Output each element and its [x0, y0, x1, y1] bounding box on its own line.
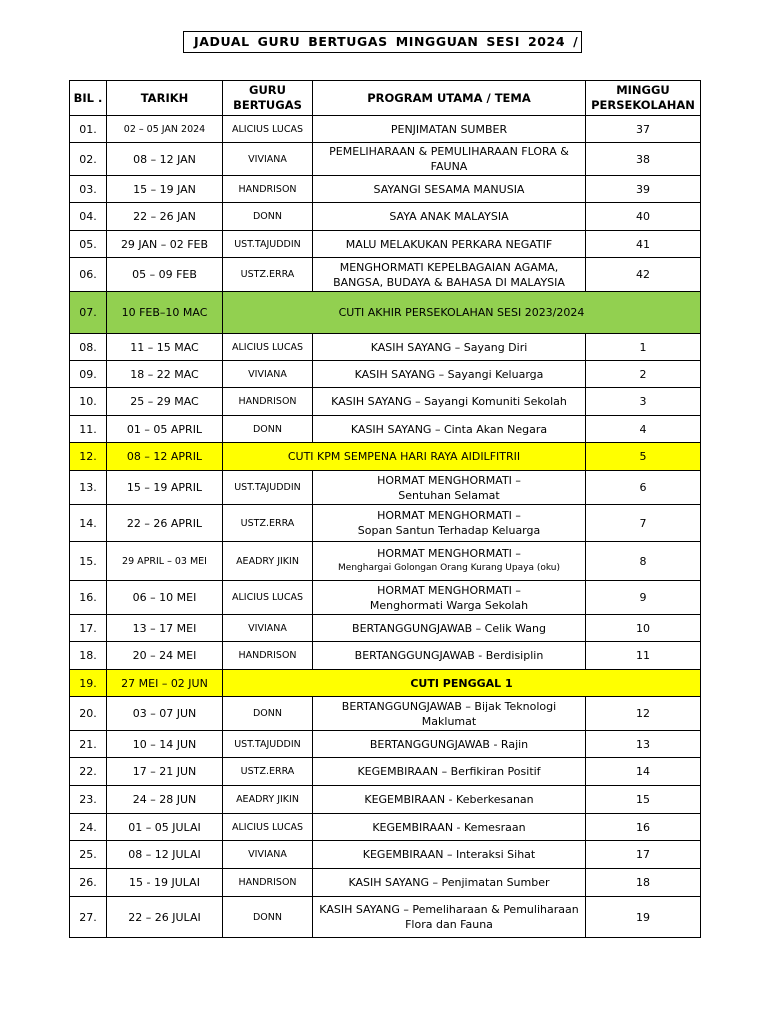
holiday-cell: CUTI PENGGAL 1: [223, 670, 701, 697]
program-cell: PENJIMATAN SUMBER: [313, 116, 586, 143]
guru-bertugas-cell: UST.TAJUDDIN: [223, 731, 313, 758]
bil-cell: 11.: [70, 416, 107, 443]
program-cell: BERTANGGUNGJAWAB – Bijak Teknologi Maklumat: [313, 697, 586, 731]
program-cell: [313, 471, 586, 505]
table-row: [70, 143, 701, 176]
bil-cell: 06.: [70, 258, 107, 292]
minggu-cell: 19: [586, 897, 701, 938]
bil-cell: 17.: [70, 615, 107, 642]
bil-cell: 21.: [70, 731, 107, 758]
program-title: HORMAT MENGHORMATI –: [377, 509, 521, 522]
bil-cell: 20.: [70, 697, 107, 731]
bil-cell: 22.: [70, 758, 107, 786]
program-cell: KEGEMBIRAAN - Keberkesanan: [313, 786, 586, 814]
minggu-cell: 12: [586, 697, 701, 731]
tarikh-cell: 11 – 15 MAC: [107, 334, 223, 361]
bil-cell: 09.: [70, 361, 107, 388]
duty-schedule-table: [69, 80, 701, 938]
program-subtitle: Sentuhan Selamat: [398, 488, 500, 502]
header-program: PROGRAM UTAMA / TEMA: [313, 81, 586, 116]
header-tarikh: TARIKH: [107, 81, 223, 116]
program-cell: BERTANGGUNGJAWAB - Rajin: [313, 731, 586, 758]
minggu-cell: 16: [586, 814, 701, 841]
minggu-cell: 9: [586, 581, 701, 615]
guru-bertugas-cell: VIVIANA: [223, 615, 313, 642]
program-cell: KASIH SAYANG – Pemeliharaan & Pemuliharaan Flora dan Fauna: [313, 897, 586, 938]
minggu-cell: 7: [586, 505, 701, 542]
program-cell: KEGEMBIRAAN – Berfikiran Positif: [313, 758, 586, 786]
guru-bertugas-cell: USTZ.ERRA: [223, 505, 313, 542]
guru-bertugas-cell: AEADRY JIKIN: [223, 542, 313, 581]
tarikh-cell: 15 – 19 JAN: [107, 176, 223, 203]
minggu-cell: 14: [586, 758, 701, 786]
bil-cell: 24.: [70, 814, 107, 841]
table-row: [70, 731, 701, 758]
table-row: [70, 116, 701, 143]
tarikh-cell: 13 – 17 MEI: [107, 615, 223, 642]
bil-cell: 13.: [70, 471, 107, 505]
tarikh-cell: 05 – 09 FEB: [107, 258, 223, 292]
program-cell: [313, 581, 586, 615]
tarikh-cell: 17 – 21 JUN: [107, 758, 223, 786]
program-cell: SAYANGI SESAMA MANUSIA: [313, 176, 586, 203]
guru-bertugas-cell: HANDRISON: [223, 642, 313, 670]
minggu-cell: 3: [586, 388, 701, 416]
bil-cell: 16.: [70, 581, 107, 615]
minggu-cell: 17: [586, 841, 701, 869]
table-row: [70, 334, 701, 361]
guru-bertugas-cell: ALICIUS LUCAS: [223, 116, 313, 143]
tarikh-cell: 22 – 26 APRIL: [107, 505, 223, 542]
guru-bertugas-cell: DONN: [223, 697, 313, 731]
tarikh-cell: 01 – 05 JULAI: [107, 814, 223, 841]
tarikh-cell: 10 – 14 JUN: [107, 731, 223, 758]
guru-bertugas-cell: UST.TAJUDDIN: [223, 471, 313, 505]
tarikh-cell: 03 – 07 JUN: [107, 697, 223, 731]
program-cell: KASIH SAYANG – Sayang Diri: [313, 334, 586, 361]
guru-bertugas-cell: DONN: [223, 203, 313, 231]
program-title: HORMAT MENGHORMATI –: [377, 473, 521, 487]
minggu-cell: 5: [586, 443, 701, 471]
bil-cell: 23.: [70, 786, 107, 814]
guru-bertugas-cell: USTZ.ERRA: [223, 258, 313, 292]
program-subtitle: Menghormati Warga Sekolah: [369, 598, 529, 612]
minggu-cell: 2: [586, 361, 701, 388]
guru-bertugas-cell: HANDRISON: [223, 869, 313, 897]
guru-bertugas-cell: VIVIANA: [223, 361, 313, 388]
tarikh-cell: 08 – 12 APRIL: [107, 443, 223, 471]
guru-bertugas-cell: ALICIUS LUCAS: [223, 581, 313, 615]
tarikh-cell: 25 – 29 MAC: [107, 388, 223, 416]
holiday-cell: CUTI KPM SEMPENA HARI RAYA AIDILFITRII: [223, 443, 586, 471]
minggu-cell: 15: [586, 786, 701, 814]
table-row: [70, 642, 701, 670]
guru-bertugas-cell: USTZ.ERRA: [223, 758, 313, 786]
program-cell: [313, 505, 586, 542]
bil-cell: 01.: [70, 116, 107, 143]
minggu-cell: 8: [586, 542, 701, 581]
bil-cell: 26.: [70, 869, 107, 897]
table-row: [70, 176, 701, 203]
tarikh-cell: 10 FEB–10 MAC: [107, 292, 223, 334]
table-row: [70, 361, 701, 388]
bil-cell: 15.: [70, 542, 107, 581]
table-row: [70, 581, 701, 615]
tarikh-cell: 15 - 19 JULAI: [107, 869, 223, 897]
minggu-cell: 4: [586, 416, 701, 443]
guru-bertugas-cell: DONN: [223, 897, 313, 938]
program-cell: KEGEMBIRAAN - Kemesraan: [313, 814, 586, 841]
bil-cell: 02.: [70, 143, 107, 176]
holiday-cell: CUTI AKHIR PERSEKOLAHAN SESI 2023/2024: [223, 292, 701, 334]
program-cell: KASIH SAYANG – Penjimatan Sumber: [313, 869, 586, 897]
bil-cell: 03.: [70, 176, 107, 203]
program-cell: PEMELIHARAAN & PEMULIHARAAN FLORA & FAUNA: [313, 143, 586, 176]
program-cell: KASIH SAYANG – Sayangi Keluarga: [313, 361, 586, 388]
header-minggu: MINGGU PERSEKOLAHAN: [586, 81, 701, 116]
table-row: [70, 814, 701, 841]
minggu-cell: 42: [586, 258, 701, 292]
tarikh-cell: 02 – 05 JAN 2024: [107, 116, 223, 143]
table-row: [70, 416, 701, 443]
minggu-cell: 6: [586, 471, 701, 505]
minggu-cell: 10: [586, 615, 701, 642]
bil-cell: 18.: [70, 642, 107, 670]
tarikh-cell: 15 – 19 APRIL: [107, 471, 223, 505]
program-cell: [313, 542, 586, 581]
tarikh-cell: 22 – 26 JAN: [107, 203, 223, 231]
table-row: [70, 231, 701, 258]
bil-cell: 19.: [70, 670, 107, 697]
minggu-cell: 37: [586, 116, 701, 143]
guru-bertugas-cell: VIVIANA: [223, 841, 313, 869]
program-title: HORMAT MENGHORMATI –: [377, 547, 521, 560]
table-row: [70, 670, 701, 697]
guru-bertugas-cell: DONN: [223, 416, 313, 443]
program-subtitle: Sopan Santun Terhadap Keluarga: [357, 524, 541, 537]
minggu-cell: 11: [586, 642, 701, 670]
table-row: [70, 758, 701, 786]
program-title: HORMAT MENGHORMATI –: [377, 583, 521, 597]
header-guru-bertugas: GURU BERTUGAS: [223, 81, 313, 116]
tarikh-cell: 24 – 28 JUN: [107, 786, 223, 814]
minggu-cell: 13: [586, 731, 701, 758]
table-row: [70, 897, 701, 938]
table-row: [70, 443, 701, 471]
table-row: [70, 542, 701, 581]
bil-cell: 07.: [70, 292, 107, 334]
bil-cell: 27.: [70, 897, 107, 938]
bil-cell: 05.: [70, 231, 107, 258]
guru-bertugas-cell: HANDRISON: [223, 388, 313, 416]
bil-cell: 08.: [70, 334, 107, 361]
table-row: [70, 505, 701, 542]
table-row: [70, 292, 701, 334]
table-row: [70, 258, 701, 292]
minggu-cell: 39: [586, 176, 701, 203]
program-cell: MENGHORMATI KEPELBAGAIAN AGAMA, BANGSA, BUDAYA & BAHASA DI MALAYSIA: [313, 258, 586, 292]
table-header-row: [70, 81, 701, 116]
table-row: [70, 697, 701, 731]
bil-cell: 10.: [70, 388, 107, 416]
bil-cell: 25.: [70, 841, 107, 869]
tarikh-cell: 01 – 05 APRIL: [107, 416, 223, 443]
minggu-cell: 1: [586, 334, 701, 361]
table-row: [70, 869, 701, 897]
tarikh-cell: 20 – 24 MEI: [107, 642, 223, 670]
tarikh-cell: 22 – 26 JULAI: [107, 897, 223, 938]
bil-cell: 14.: [70, 505, 107, 542]
table-row: [70, 786, 701, 814]
program-cell: KASIH SAYANG – Cinta Akan Negara: [313, 416, 586, 443]
bil-cell: 04.: [70, 203, 107, 231]
program-cell: BERTANGGUNGJAWAB – Celik Wang: [313, 615, 586, 642]
table-row: [70, 203, 701, 231]
tarikh-cell: 18 – 22 MAC: [107, 361, 223, 388]
tarikh-cell: 29 JAN – 02 FEB: [107, 231, 223, 258]
table-row: [70, 471, 701, 505]
guru-bertugas-cell: VIVIANA: [223, 143, 313, 176]
guru-bertugas-cell: ALICIUS LUCAS: [223, 334, 313, 361]
tarikh-cell: 06 – 10 MEI: [107, 581, 223, 615]
tarikh-cell: 27 MEI – 02 JUN: [107, 670, 223, 697]
program-cell: SAYA ANAK MALAYSIA: [313, 203, 586, 231]
table-row: [70, 841, 701, 869]
guru-bertugas-cell: AEADRY JIKIN: [223, 786, 313, 814]
minggu-cell: 38: [586, 143, 701, 176]
page-title: JADUAL GURU BERTUGAS MINGGUAN SESI 2024 /: [183, 31, 582, 53]
program-cell: MALU MELAKUKAN PERKARA NEGATIF: [313, 231, 586, 258]
tarikh-cell: 08 – 12 JAN: [107, 143, 223, 176]
guru-bertugas-cell: UST.TAJUDDIN: [223, 231, 313, 258]
program-cell: KEGEMBIRAAN – Interaksi Sihat: [313, 841, 586, 869]
program-subtitle: Menghargai Golongan Orang Kurang Upaya (oku): [338, 563, 560, 573]
bil-cell: 12.: [70, 443, 107, 471]
program-cell: BERTANGGUNGJAWAB - Berdisiplin: [313, 642, 586, 670]
minggu-cell: 41: [586, 231, 701, 258]
table-row: [70, 615, 701, 642]
tarikh-cell: 29 APRIL – 03 MEI: [107, 542, 223, 581]
program-cell: KASIH SAYANG – Sayangi Komuniti Sekolah: [313, 388, 586, 416]
guru-bertugas-cell: ALICIUS LUCAS: [223, 814, 313, 841]
header-bil: BIL .: [70, 81, 107, 116]
table-row: [70, 388, 701, 416]
minggu-cell: 40: [586, 203, 701, 231]
tarikh-cell: 08 – 12 JULAI: [107, 841, 223, 869]
minggu-cell: 18: [586, 869, 701, 897]
guru-bertugas-cell: HANDRISON: [223, 176, 313, 203]
